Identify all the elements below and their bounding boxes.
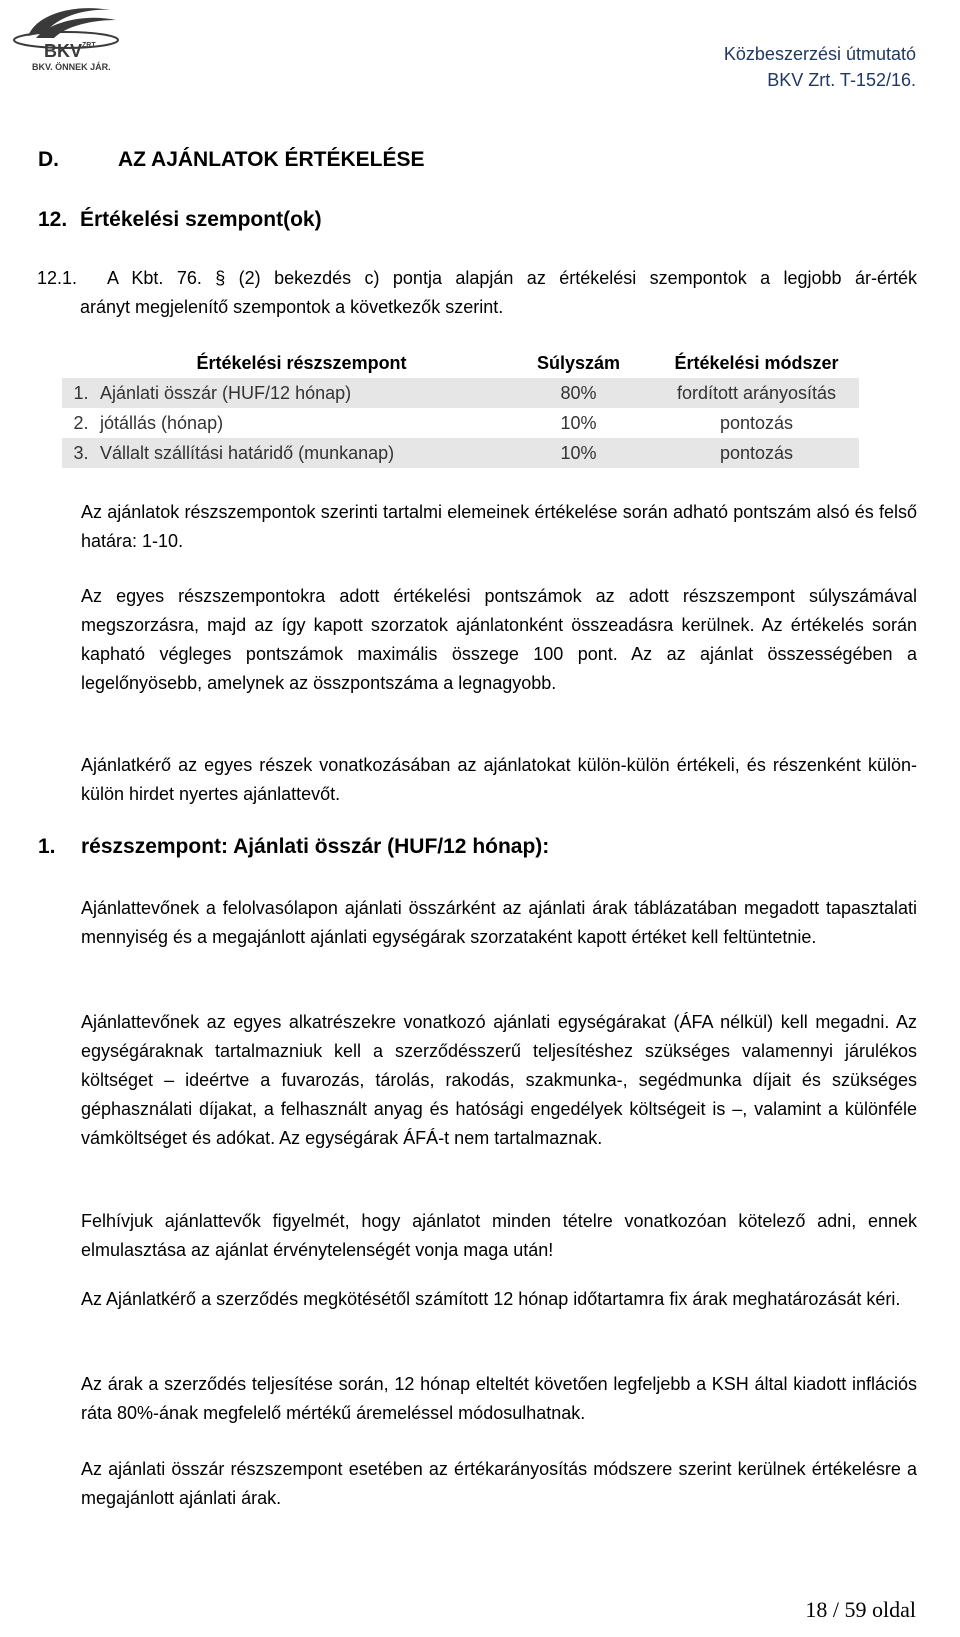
logo-slogan: BKV. ÖNNEK JÁR. [32, 62, 111, 72]
item-12-1 [37, 264, 917, 322]
table-header-row [62, 348, 859, 378]
row-num: 3. [73, 442, 89, 463]
doc-title: Közbeszerzési útmutató [723, 44, 916, 64]
subsection-num: 1. [38, 835, 56, 858]
paragraph-all-items: Felhívjuk ajánlattevők figyelmét, hogy ajánlatot minden tételre vonatkozóan kötelező adni, ennek elmulasztása az ajánlat érvénytelenségét vonja maga után! [81, 1211, 917, 1260]
doc-ref: BKV Zrt. T-152/16. [767, 70, 916, 90]
table-header-weight: Súlyszám [536, 352, 621, 373]
header-doc-info [724, 41, 916, 93]
row-num: 1. [73, 382, 89, 403]
section-d-title: AZ AJÁNLATOK ÉRTÉKELÉSE [118, 148, 425, 171]
paragraph-weighting: Az egyes részszempontokra adott értékelési pontszámok az adott részszempont súlyszámával megszorzásra, majd az így kapott szorzatok ajánlatonként összeadásra kerülnek. Az értékelés során kapható végleges pontszámok maximális összege 100 pont. Az az ajánlat összességében a legelőnyösebb, amelynek az összpontszáma a legnagyobb. [81, 586, 917, 693]
criteria-table [62, 348, 859, 468]
table-row [62, 378, 859, 408]
paragraph-fixed-prices: Az Ajánlatkérő a szerződés megkötésétől számított 12 hónap időtartamra fix árak meghatározását kéri. [81, 1289, 901, 1309]
page-number: 18 / 59 oldal [805, 1597, 916, 1622]
section-d-num: D. [38, 148, 59, 171]
table-row [62, 408, 859, 438]
row-method: fordított arányosítás [676, 382, 837, 403]
paragraph-price-increase: Az árak a szerződés teljesítése során, 12 hónap elteltét követően legfeljebb a KSH által kiadott inflációs ráta 80%-ának megfelelő mértékű áremeléssel módosulhatnak. [81, 1374, 917, 1423]
row-criterion: jótállás (hónap) [100, 412, 224, 433]
paragraph-unit-prices: Ajánlattevőnek az egyes alkatrészekre vonatkozó ajánlati egységárakat (ÁFA nélkül) kell megadni. Az egységáraknak tartalmazniuk kell a szerződésszerű teljesítéshez szükséges valamennyi járulékos költséget – ideértve a fuvarozás, tárolás, rakodás, szakmunka-, segédmunka díjait és szükséges géphasználati díjakat, a felhasznált anyag és hatósági engedélyek költségeit is –, valamint a különféle vámköltséget és adókat. Az egységárak ÁFÁ-t nem tartalmaznak. [81, 1012, 917, 1148]
table-header-criterion: Értékelési részszempont [196, 352, 407, 373]
row-weight: 10% [560, 412, 597, 433]
subsection-title: részszempont: Ajánlati összár (HUF/12 hónap): [81, 835, 550, 858]
item-12-1-num: 12.1. [37, 268, 78, 288]
row-weight: 80% [560, 382, 597, 403]
table-row [62, 438, 859, 468]
row-criterion: Ajánlati összár (HUF/12 hónap) [100, 382, 352, 403]
bkv-logo-icon [8, 2, 126, 78]
table-header-num [62, 348, 100, 378]
row-weight: 10% [560, 442, 597, 463]
section-12-num: 12. [38, 208, 68, 231]
section-12-title: Értékelési szempont(ok) [80, 208, 322, 231]
table-header-method: Értékelési módszer [674, 352, 839, 373]
bkv-logo [8, 2, 126, 78]
paragraph-parts: Ajánlatkérő az egyes részek vonatkozásában az ajánlatokat külön-külön értékeli, és részenként külön-külön hirdet nyertes ajánlattevőt. [81, 755, 917, 804]
paragraph-proportional: Az ajánlati összár részszempont esetében az értékarányosítás módszere szerint kerülnek értékelésre a megajánlott ajánlati árak. [81, 1459, 917, 1508]
logo-text: BKV [44, 41, 83, 61]
row-method: pontozás [719, 412, 794, 433]
item-12-1-cont: arányt megjelenítő szempontok a következők szerint. [80, 297, 504, 317]
paragraph-total-price: Ajánlattevőnek a felolvasólapon ajánlati összárként az ajánlati árak táblázatában megadott tapasztalati mennyiség és a megajánlott ajánlati egységárak szorzataként kapott értéket kell feltüntetnie. [81, 898, 917, 947]
item-12-1-text: A Kbt. 76. § (2) bekezdés c) pontja alapján az értékelési szempontok a legjobb ár-érték [107, 268, 917, 288]
paragraph-score-range: Az ajánlatok részszempontok szerinti tartalmi elemeinek értékelése során adható pontszám alsó és felső határa: 1-10. [81, 502, 917, 551]
row-criterion: Vállalt szállítási határidő (munkanap) [100, 442, 395, 463]
logo-sup: ZRT [82, 42, 96, 49]
row-num: 2. [73, 412, 89, 433]
row-method: pontozás [719, 442, 794, 463]
